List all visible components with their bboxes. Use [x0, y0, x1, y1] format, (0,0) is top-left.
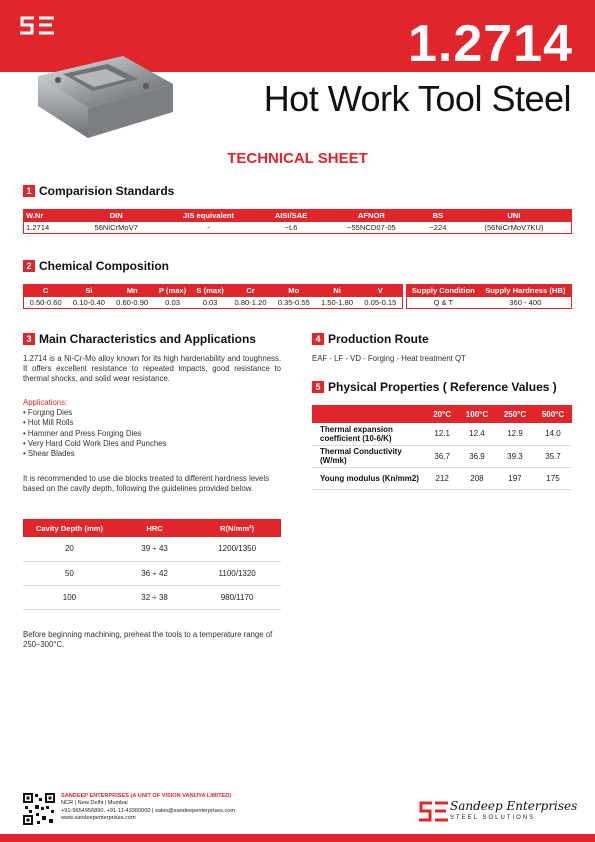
standards-header: AISI/SAE	[258, 210, 324, 222]
table-row	[312, 467, 572, 489]
section-title: Physical Properties ( Reference Values )	[328, 380, 557, 394]
table-cell: ~L6	[284, 222, 298, 232]
table-cell: 12.4	[458, 423, 496, 445]
temperature-header: 20°C	[426, 405, 458, 423]
section-number: 5	[312, 381, 324, 393]
property-label: Thermal expansion coefficient (10-6/K)	[312, 423, 426, 445]
temperature-header: 500°C	[534, 405, 572, 423]
table-cell: 0.05-0.15	[364, 297, 397, 307]
standards-header: JIS equivalent	[159, 210, 258, 222]
table-cell: 0.10-0.40	[72, 297, 105, 307]
table-cell: 0.50-0.60	[29, 297, 62, 307]
machining-note: Before beginning machining, preheat the tools to a temperature range of 250–300°C.	[23, 630, 273, 650]
table-cell: 20	[23, 537, 116, 561]
table-row	[23, 537, 281, 561]
section-main-characteristics	[23, 332, 256, 346]
qr-code-icon[interactable]	[22, 792, 56, 826]
element-header: Si	[67, 285, 110, 297]
table-cell: 36 ÷ 42	[116, 561, 193, 585]
supply-table	[406, 284, 572, 309]
sheet-title: TECHNICAL SHEET	[227, 150, 368, 167]
table-cell: 360 - 400	[509, 297, 542, 307]
table-row	[23, 561, 281, 585]
list-item: • Very Hard Cold Work Dies and Punches	[23, 438, 167, 448]
table-cell: 100	[23, 585, 116, 609]
cavity-header: R(N/mm²)	[193, 519, 281, 537]
element-header: S (max)	[191, 285, 229, 297]
table-cell: 0.60-0.90	[116, 297, 149, 307]
table-cell: 212	[426, 467, 458, 489]
section-physical-properties	[312, 380, 557, 394]
table-cell: 12.1	[426, 423, 458, 445]
element-header: Mn	[111, 285, 154, 297]
table-cell: ~55NCD07-05	[347, 222, 396, 232]
table-cell: 14.0	[534, 423, 572, 445]
element-header: Mo	[272, 285, 315, 297]
table-row	[312, 423, 572, 445]
table-cell: ~224	[429, 222, 447, 232]
footer-cities: NCR | New Delhi | Mumbai	[61, 800, 128, 807]
section-title: Production Route	[328, 332, 429, 346]
table-row	[312, 445, 572, 467]
brand-logo-icon	[18, 14, 58, 38]
steel-grade-code: 1.2714	[407, 15, 573, 73]
table-cell: 0.35-0.55	[277, 297, 310, 307]
physical-properties-table	[312, 405, 572, 490]
element-header: Ni	[315, 285, 358, 297]
chemical-table	[23, 284, 403, 309]
cavity-header: Cavity Depth (mm)	[23, 519, 116, 537]
section-chemical-composition	[23, 259, 169, 273]
applications-list	[23, 398, 281, 459]
steel-type-title: Hot Work Tool Steel	[263, 78, 571, 119]
table-cell: 39.3	[496, 445, 534, 467]
table-cell: 0.80-1.20	[234, 297, 267, 307]
property-header	[312, 405, 426, 423]
supply-header: Supply Condition	[407, 285, 480, 297]
section-number: 2	[23, 260, 35, 272]
element-header: Cr	[229, 285, 272, 297]
table-cell: 980/1170	[193, 585, 281, 609]
table-cell: 197	[496, 467, 534, 489]
brand-tagline: STEEL SOLUTIONS	[450, 815, 536, 821]
production-route-text: EAF - LF - VD - Forging - Heat treatment QT	[312, 354, 466, 363]
table-row	[23, 585, 281, 609]
temperature-header: 100°C	[458, 405, 496, 423]
table-cell: -	[207, 222, 210, 232]
table-cell: 0.03	[165, 297, 180, 307]
temperature-header: 250°C	[496, 405, 534, 423]
table-cell: 208	[458, 467, 496, 489]
standards-header: AFNOR	[324, 210, 419, 222]
standards-header: DIN	[73, 210, 159, 222]
table-cell: 50	[23, 561, 116, 585]
table-cell: 12.9	[496, 423, 534, 445]
applications-title: Applications:	[23, 398, 68, 407]
table-cell: 39 ÷ 43	[116, 537, 193, 561]
table-cell: 32 ÷ 38	[116, 585, 193, 609]
section-comparision-standards	[23, 184, 174, 198]
footer-website-link[interactable]: www.sandeepenterprises.com	[61, 815, 136, 822]
standards-header: UNI	[457, 210, 572, 222]
element-header: V	[359, 285, 403, 297]
section-number: 4	[312, 333, 324, 345]
footer-company: SANDEEP ENTERPRISES (A UNIT OF VISION VANIJYA LIMITED)	[61, 793, 232, 799]
list-item: • Shear Blades	[23, 449, 75, 459]
standards-header: W.Nr	[24, 210, 74, 222]
standards-table	[23, 209, 572, 234]
table-cell: 175	[534, 467, 572, 489]
footer-contact	[61, 793, 235, 823]
table-cell: 35.7	[534, 445, 572, 467]
table-row	[24, 222, 572, 234]
property-label: Young modulus (Kn/mm2)	[312, 467, 426, 489]
element-header: P (max)	[154, 285, 191, 297]
table-row	[24, 297, 403, 309]
section-title: Chemical Composition	[39, 259, 170, 273]
property-label: Thermal Conductivity (W/mk)	[312, 445, 426, 467]
table-cell: 1.50-1.80	[320, 297, 354, 307]
table-cell: 1200/1350	[193, 537, 281, 561]
section-title: Main Characteristics and Applications	[39, 332, 256, 346]
brand-name: Sandeep Enterprises	[450, 799, 578, 813]
list-item: • Forging Dies	[23, 408, 73, 418]
table-cell: Q & T	[433, 297, 454, 307]
list-item: • Hammer and Press Forging Dies	[23, 428, 142, 438]
element-header: C	[24, 285, 68, 297]
section-production-route	[312, 332, 429, 346]
recommendation-text: It is recommended to use die blocks treated to different hardness levels based on the cavity depth, following the guidelines provided below.	[23, 474, 270, 494]
standards-header: BS	[419, 210, 457, 222]
table-row	[407, 297, 572, 309]
table-cell: 56NiCrMoV7	[94, 222, 138, 232]
list-item: • Hot Mill Rolls	[23, 418, 74, 428]
table-cell: 36.9	[458, 445, 496, 467]
table-cell: 1.2714	[26, 222, 50, 232]
table-cell: (56NiCrMoV7KU)	[484, 222, 544, 232]
footer-band	[0, 834, 595, 842]
footer-phone-email[interactable]: +91-9654956890, +91-11-43360000 | sales@sandeepenterprises.com	[61, 807, 236, 814]
section-number: 3	[23, 333, 35, 345]
characteristics-intro: 1.2714 is a Ni-Cr-Mo alloy known for its high hardenability and toughness. It offers excellent resistance to repeated impacts, good resistance to thermal shocks, and solid wear resistance.	[23, 354, 281, 384]
die-block-image	[28, 46, 178, 144]
cavity-header: HRC	[116, 519, 193, 537]
table-cell: 36.7	[426, 445, 458, 467]
cavity-depth-table	[23, 519, 281, 610]
section-title: Comparision Standards	[39, 184, 175, 198]
section-number: 1	[23, 185, 35, 197]
table-cell: 1100/1320	[193, 561, 281, 585]
table-cell: 0.03	[202, 297, 218, 307]
supply-header: Supply Hardness (HB)	[480, 285, 572, 297]
